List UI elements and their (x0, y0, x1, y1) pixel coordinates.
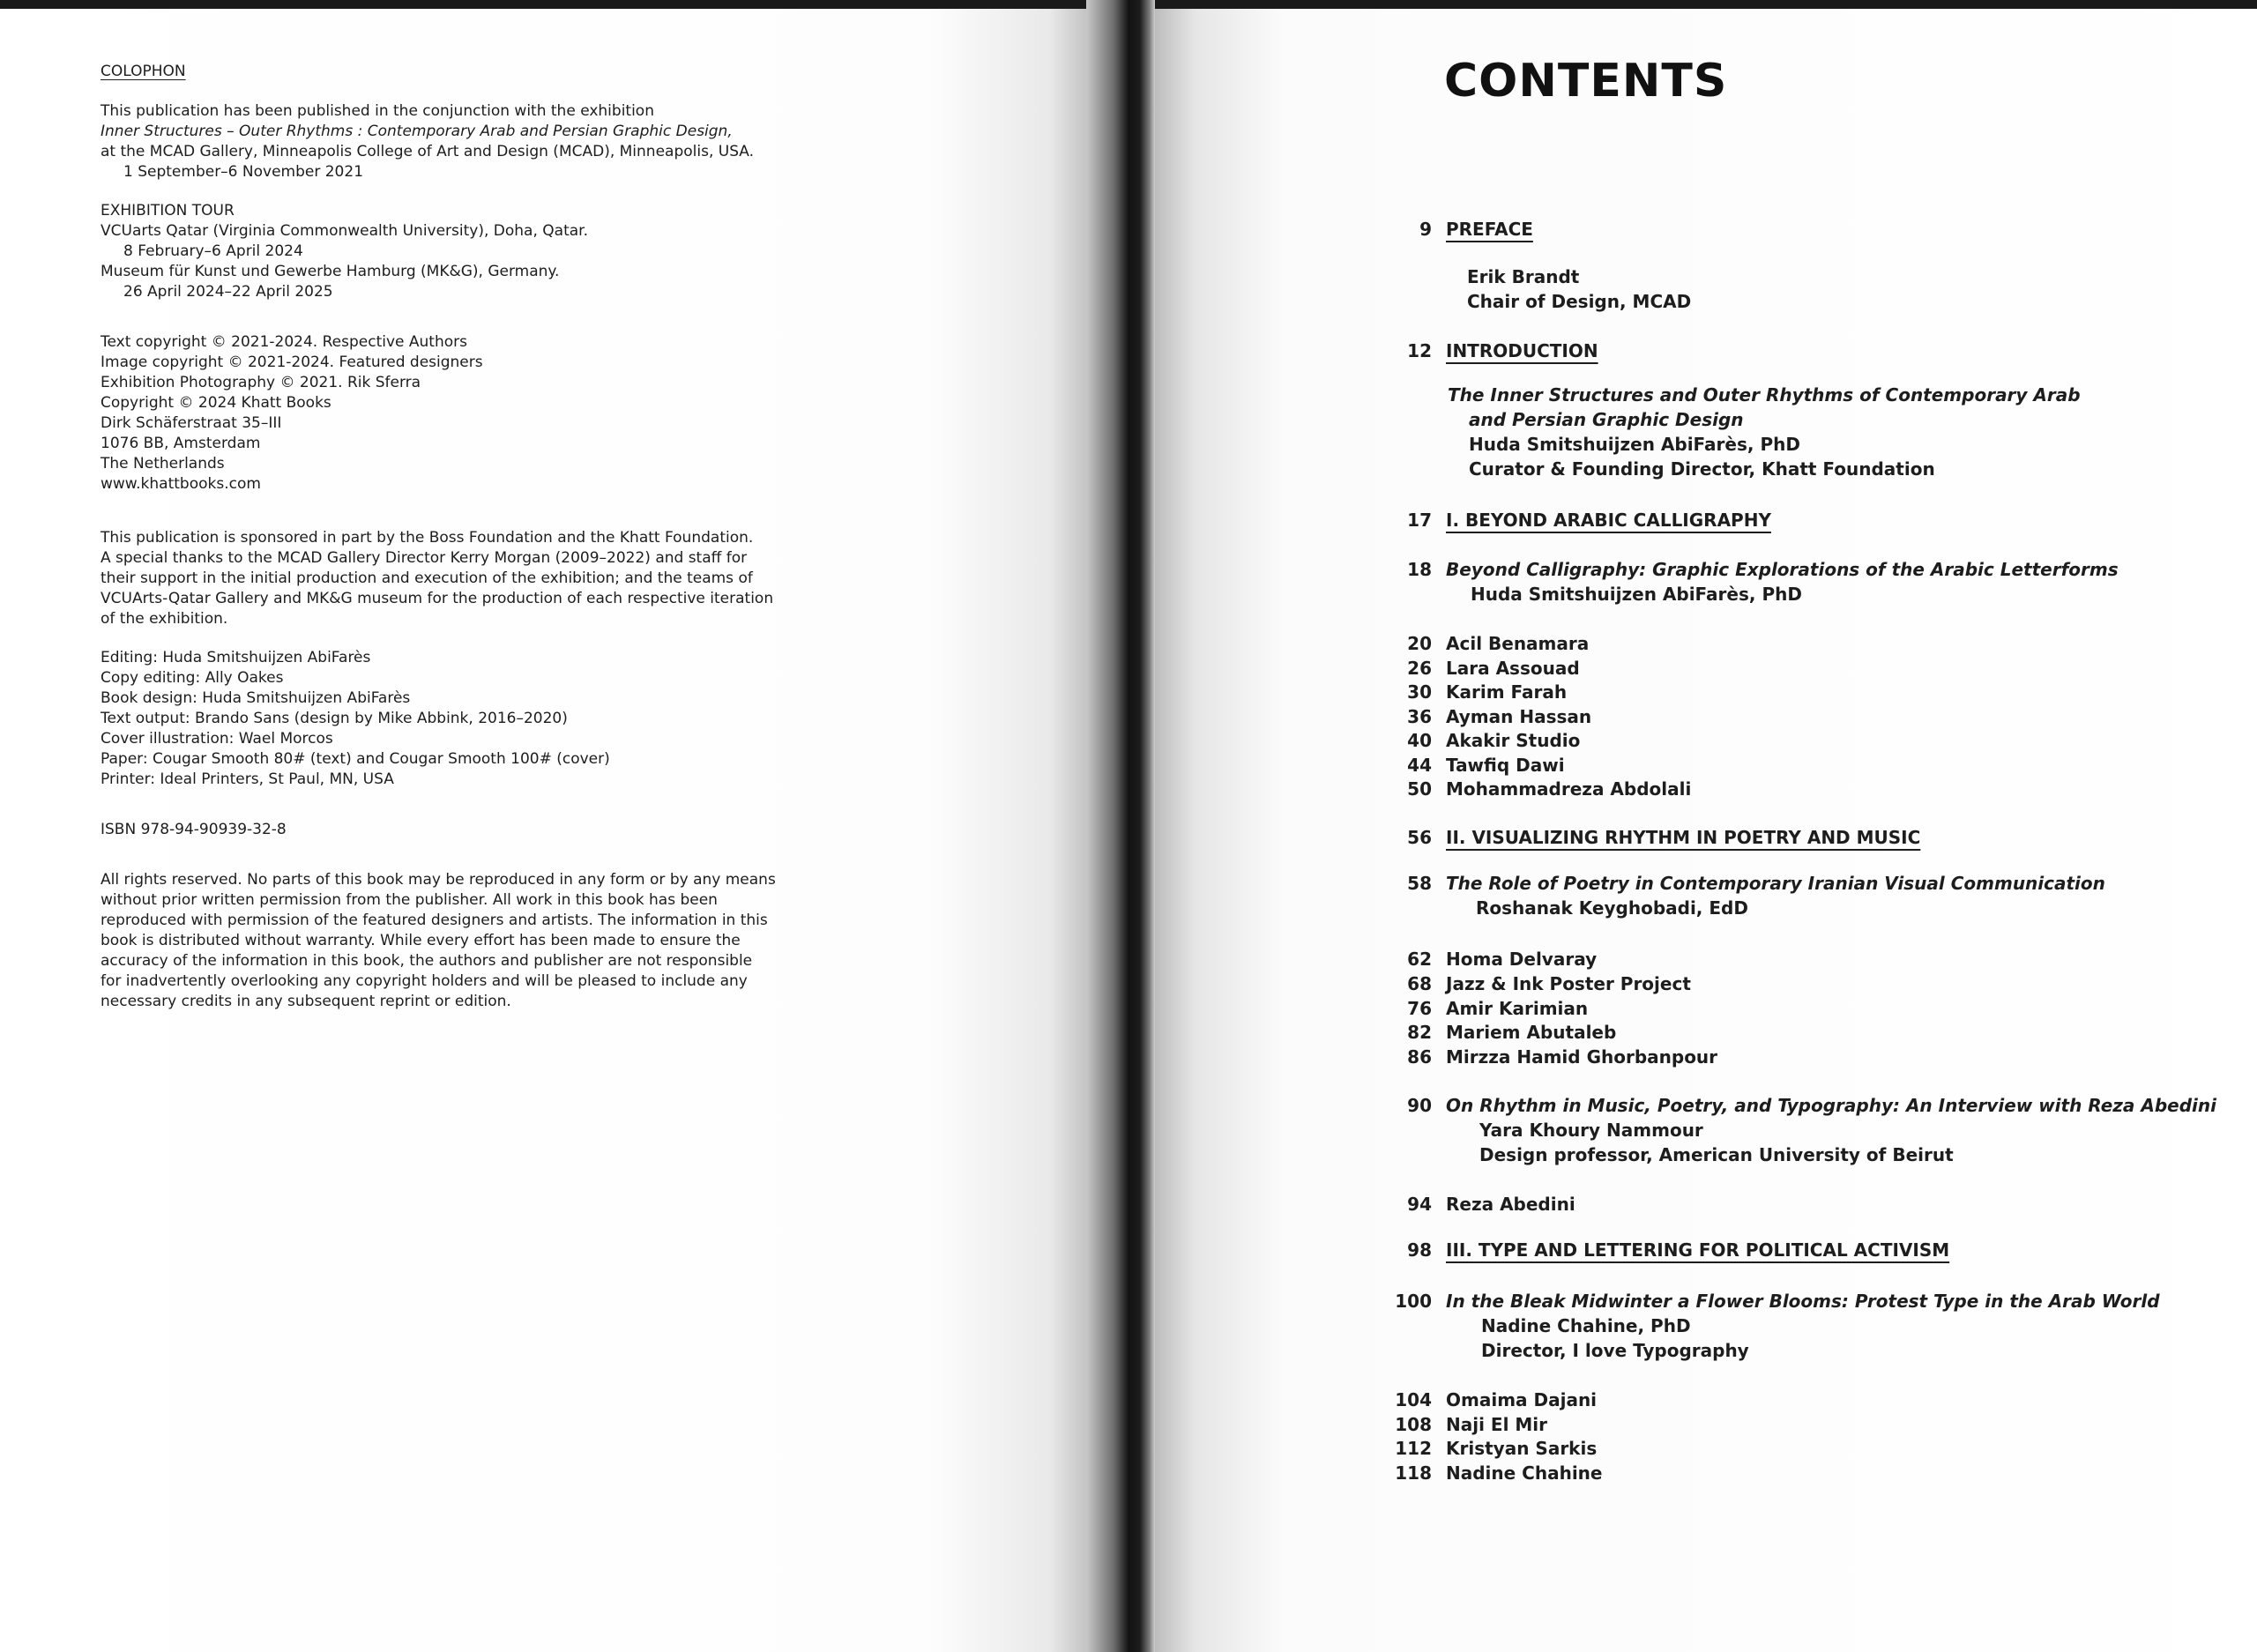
toc-essay (1391, 1093, 2216, 1118)
toc-page-number: 76 (1407, 998, 1432, 1019)
toc-page-number: 108 (1395, 1414, 1432, 1435)
copyright-line: Text copyright © 2021-2024. Respective Authors (101, 333, 467, 351)
toc-page-number: 26 (1407, 658, 1432, 679)
toc-page-number: 68 (1407, 973, 1432, 994)
credit-line: Book design: Huda Smitshuijzen AbiFarès (101, 689, 411, 707)
book-gutter-shadow (1086, 0, 1155, 1652)
credit-line: Copy editing: Ally Oakes (101, 669, 284, 687)
colophon-text-line: at the MCAD Gallery, Minneapolis College of Art and Design (MCAD), Minneapolis, USA. (101, 143, 755, 160)
copyright-block (101, 332, 771, 495)
toc-essay-title: In the Bleak Midwinter a Flower Blooms: Protest Type in the Arab World (1446, 1291, 2160, 1312)
toc-page-number: 12 (1407, 340, 1432, 361)
website-line: www.khattbooks.com (101, 475, 261, 493)
toc-author-role: Design professor, American University of Beirut (1479, 1144, 1954, 1165)
toc-designer-name: Kristyan Sarkis (1446, 1438, 1598, 1459)
toc-designer-name: Nadine Chahine (1446, 1462, 1603, 1484)
toc-author: Yara Khoury Nammour (1479, 1120, 1703, 1141)
tour-venue: VCUarts Qatar (Virginia Commonwealth University), Doha, Qatar. (101, 222, 588, 240)
toc-essay (1391, 1289, 2160, 1313)
toc-essay-title: The Inner Structures and Outer Rhythms of Contemporary Arab (1448, 384, 2081, 406)
rights-line: necessary credits in any subsequent reprint or edition. (101, 993, 511, 1010)
toc-author: Erik Brandt (1467, 266, 1580, 287)
address-line: 1076 BB, Amsterdam (101, 435, 261, 452)
toc-designer-name: Ayman Hassan (1446, 706, 1592, 727)
toc-entry (1391, 777, 1691, 801)
toc-designer-name: Omaima Dajani (1446, 1389, 1598, 1410)
sponsor-line: This publication is sponsored in part by the Boss Foundation and the Khatt Foundation. (101, 529, 754, 547)
toc-entry (1391, 1388, 1597, 1412)
toc-designer-name: Naji El Mir (1446, 1414, 1548, 1435)
credit-line: Paper: Cougar Smooth 80# (text) and Cougar Smooth 100# (cover) (101, 750, 610, 768)
toc-essay-title: The Role of Poetry in Contemporary Iranian Visual Communication (1446, 873, 2105, 894)
toc-section-title: II. VISUALIZING RHYTHM IN POETRY AND MUSIC (1446, 827, 1921, 848)
sponsor-block (101, 528, 774, 629)
toc-entry (1391, 680, 1567, 704)
toc-page-number: 18 (1407, 559, 1432, 580)
toc-essay-title: and Persian Graphic Design (1469, 409, 1744, 430)
toc-page-number: 44 (1407, 755, 1432, 776)
exhibition-dates: 1 September–6 November 2021 (123, 163, 364, 181)
credit-line: Editing: Huda Smitshuijzen AbiFarès (101, 649, 371, 666)
toc-entry (1391, 728, 1580, 753)
toc-page-number: 100 (1395, 1291, 1432, 1312)
copyright-line: Image copyright © 2021-2024. Featured designers (101, 353, 483, 371)
toc-page-number: 86 (1407, 1046, 1432, 1068)
credit-line: Printer: Ideal Printers, St Paul, MN, USA (101, 770, 394, 788)
exhibition-title-line: Inner Structures – Outer Rhythms : Contemporary Arab and Persian Graphic Design, (101, 123, 733, 140)
toc-designer-name: Acil Benamara (1446, 633, 1590, 654)
colophon-heading: COLOPHON (101, 63, 186, 80)
toc-section-preface (1391, 217, 1533, 242)
toc-page-number: 90 (1407, 1095, 1432, 1116)
rights-line: reproduced with permission of the featured designers and artists. The information in this (101, 912, 768, 929)
toc-author-role: Director, I love Typography (1481, 1340, 1749, 1361)
toc-designer-name: Akakir Studio (1446, 730, 1581, 751)
toc-essay (1391, 557, 2119, 582)
rights-line: book is distributed without warranty. While every effort has been made to ensure the (101, 932, 741, 949)
toc-author: Huda Smitshuijzen AbiFarès, PhD (1471, 584, 1802, 605)
toc-entry (1391, 631, 1589, 656)
toc-page-number: 112 (1395, 1438, 1432, 1459)
toc-section-title: III. TYPE AND LETTERING FOR POLITICAL ACTIVISM (1446, 1239, 1950, 1261)
rights-block (101, 870, 776, 1012)
toc-page-number: 82 (1407, 1022, 1432, 1043)
toc-page-number: 58 (1407, 873, 1432, 894)
address-line: The Netherlands (101, 455, 225, 473)
toc-designer-name: Karim Farah (1446, 681, 1568, 703)
toc-designer-name: Amir Karimian (1446, 998, 1589, 1019)
toc-page-number: 9 (1419, 219, 1432, 240)
copyright-line: Exhibition Photography © 2021. Rik Sferra (101, 374, 421, 391)
toc-page-number: 62 (1407, 949, 1432, 970)
toc-section-introduction (1391, 339, 1598, 363)
toc-author: Nadine Chahine, PhD (1481, 1315, 1691, 1336)
credit-line: Text output: Brando Sans (design by Mike Abbink, 2016–2020) (101, 710, 568, 727)
toc-page-number: 104 (1395, 1389, 1432, 1410)
toc-designer-name: Reza Abedini (1446, 1194, 1575, 1215)
toc-entry (1391, 1412, 1547, 1437)
toc-entry (1391, 1436, 1597, 1461)
toc-author: Roshanak Keyghobadi, EdD (1476, 897, 1748, 919)
toc-designer-name: Mariem Abutaleb (1446, 1022, 1617, 1043)
toc-entry (1391, 996, 1588, 1021)
rights-line: without prior written permission from the publisher. All work in this book has been (101, 891, 718, 909)
copyright-line: Copyright © 2024 Khatt Books (101, 394, 331, 412)
toc-designer-name: Lara Assouad (1446, 658, 1580, 679)
toc-page-number: 30 (1407, 681, 1432, 703)
sponsor-line: their support in the initial production and execution of the exhibition; and the teams of (101, 569, 753, 587)
toc-entry (1391, 656, 1580, 681)
toc-page-number: 94 (1407, 1194, 1432, 1215)
exhibition-tour (101, 201, 771, 302)
rights-line: for inadvertently overlooking any copyright holders and will be pleased to include any (101, 972, 748, 990)
toc-page-number: 98 (1407, 1239, 1432, 1261)
isbn: ISBN 978-94-90939-32-8 (101, 821, 287, 838)
toc-entry (1391, 704, 1591, 729)
toc-section-2 (1391, 825, 1920, 850)
toc-page-number: 20 (1407, 633, 1432, 654)
sponsor-line: of the exhibition. (101, 610, 228, 628)
toc-entry (1391, 753, 1565, 778)
sponsor-line: VCUArts-Qatar Gallery and MK&G museum for the production of each respective iteration (101, 590, 774, 607)
toc-section-title: I. BEYOND ARABIC CALLIGRAPHY (1446, 510, 1771, 531)
toc-author-role: Chair of Design, MCAD (1467, 291, 1692, 312)
toc-designer-name: Tawfiq Dawi (1446, 755, 1565, 776)
toc-page-number: 56 (1407, 827, 1432, 848)
colophon-intro (101, 101, 771, 182)
colophon (101, 62, 776, 1012)
toc-entry (1391, 947, 1597, 971)
toc-essay-title: On Rhythm in Music, Poetry, and Typography: An Interview with Reza Abedini (1446, 1095, 2216, 1116)
toc-author: Huda Smitshuijzen AbiFarès, PhD (1469, 434, 1800, 455)
rights-line: All rights reserved. No parts of this book may be reproduced in any form or by any means (101, 871, 776, 889)
colophon-text-line: This publication has been published in the conjunction with the exhibition (101, 102, 654, 120)
toc-entry (1391, 1461, 1602, 1485)
tour-venue: Museum für Kunst und Gewerbe Hamburg (MK&G), Germany. (101, 263, 560, 280)
toc-essay-title: Beyond Calligraphy: Graphic Explorations of the Arabic Letterforms (1446, 559, 2119, 580)
toc-essay (1391, 871, 2105, 896)
toc-section-title: INTRODUCTION (1446, 340, 1598, 361)
toc-page-number: 36 (1407, 706, 1432, 727)
toc-section-3 (1391, 1238, 1949, 1262)
toc-author-role: Curator & Founding Director, Khatt Foundation (1469, 458, 1935, 480)
toc-entry (1391, 1045, 1717, 1069)
address-line: Dirk Schäferstraat 35–III (101, 414, 282, 432)
toc-page-number: 118 (1395, 1462, 1432, 1484)
toc-page-number: 40 (1407, 730, 1432, 751)
toc-page-number: 50 (1407, 778, 1432, 800)
credit-line: Cover illustration: Wael Morcos (101, 730, 333, 748)
toc-designer-name: Mohammadreza Abdolali (1446, 778, 1692, 800)
toc-section-title: PREFACE (1446, 219, 1533, 240)
credits-block (101, 648, 771, 790)
rights-line: accuracy of the information in this book, the authors and publisher are not responsible (101, 952, 753, 970)
toc-designer-name: Jazz & Ink Poster Project (1446, 973, 1691, 994)
toc-designer-name: Mirzza Hamid Ghorbanpour (1446, 1046, 1718, 1068)
toc-section-1 (1391, 508, 1771, 532)
tour-heading: EXHIBITION TOUR (101, 202, 235, 220)
toc-entry (1391, 1020, 1616, 1045)
toc-designer-name: Homa Delvaray (1446, 949, 1598, 970)
contents-title: CONTENTS (1444, 55, 1728, 108)
toc-entry (1391, 1192, 1575, 1217)
toc-entry (1391, 971, 1691, 996)
toc-page-number: 17 (1407, 510, 1432, 531)
tour-dates: 8 February–6 April 2024 (123, 242, 303, 260)
tour-dates: 26 April 2024–22 April 2025 (123, 283, 333, 301)
sponsor-line: A special thanks to the MCAD Gallery Director Kerry Morgan (2009–2022) and staff for (101, 549, 748, 567)
